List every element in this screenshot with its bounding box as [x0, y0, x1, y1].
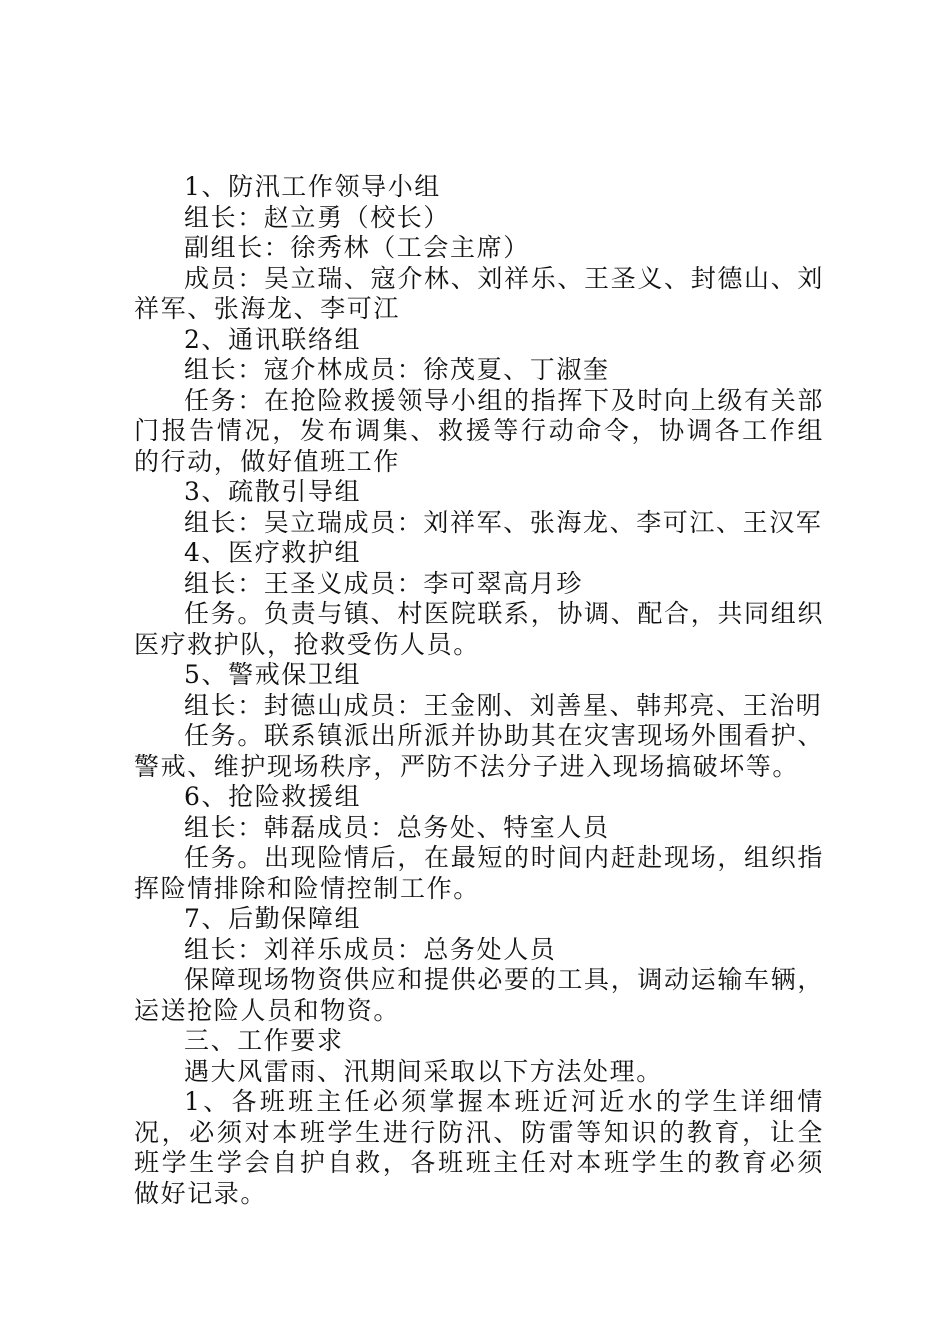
rescue-group-task: 任务。出现险情后，在最短的时间内赶赴现场，组织指挥险情排除和险情控制工作。 — [134, 843, 824, 903]
medical-group-task: 任务。负责与镇、村医院联系，协调、配合，共同组织医疗救护队，抢救受伤人员。 — [134, 599, 824, 659]
communication-group-leader-members: 组长：寇介林成员：徐茂夏、丁淑奎 — [184, 355, 610, 384]
heading-rescue-group: 6、抢险救援组 — [184, 782, 362, 811]
work-requirement-item-1: 1、各班班主任必须掌握本班近河近水的学生详细情况，必须对本班学生进行防汛、防雷等知识的教育，让全班学生学会自护自救，各班班主任对本班学生的教育必须做好记录。 — [134, 1087, 824, 1208]
document-body — [134, 172, 824, 1209]
security-group-leader-members: 组长：封德山成员：王金刚、刘善星、韩邦亮、王治明 — [184, 690, 823, 720]
logistics-group-task: 保障现场物资供应和提供必要的工具，调动运输车辆，运送抢险人员和物资。 — [134, 965, 824, 1025]
logistics-group-leader-members: 组长：刘祥乐成员：总务处人员 — [184, 934, 557, 964]
heading-security-group: 5、警戒保卫组 — [184, 660, 362, 689]
rescue-group-leader-members: 组长：韩磊成员：总务处、特室人员 — [184, 812, 610, 842]
medical-group-leader-members: 组长：王圣义成员：李可翠高月珍 — [184, 568, 584, 598]
heading-flood-leadership-group: 1、防汛工作领导小组 — [184, 172, 441, 201]
evacuation-group-leader-members: 组长：吴立瑞成员：刘祥军、张海龙、李可江、王汉军 — [184, 507, 823, 537]
heading-logistics-group: 7、后勤保障组 — [184, 904, 362, 933]
leadership-group-deputy-leader: 副组长：徐秀林（工会主席） — [184, 233, 530, 262]
heading-medical-group: 4、医疗救护组 — [184, 538, 362, 567]
communication-group-task: 任务：在抢险救援领导小组的指挥下及时向上级有关部门报告情况，发布调集、救援等行动命令，协调各工作组的行动，做好值班工作 — [134, 385, 824, 476]
heading-evacuation-group: 3、疏散引导组 — [184, 477, 362, 506]
leadership-group-leader: 组长：赵立勇（校长） — [184, 202, 451, 232]
security-group-task: 任务。联系镇派出所派并协助其在灾害现场外围看护、警戒、维护现场秩序，严防不法分子进入现场搞破坏等。 — [134, 721, 824, 781]
leadership-group-members: 成员：吴立瑞、寇介林、刘祥乐、王圣义、封德山、刘祥军、张海龙、李可江 — [134, 263, 824, 323]
heading-communication-group: 2、通讯联络组 — [184, 324, 362, 354]
heading-work-requirements: 三、工作要求 — [184, 1026, 344, 1055]
work-requirements-intro: 遇大风雷雨、汛期间采取以下方法处理。 — [184, 1056, 663, 1086]
